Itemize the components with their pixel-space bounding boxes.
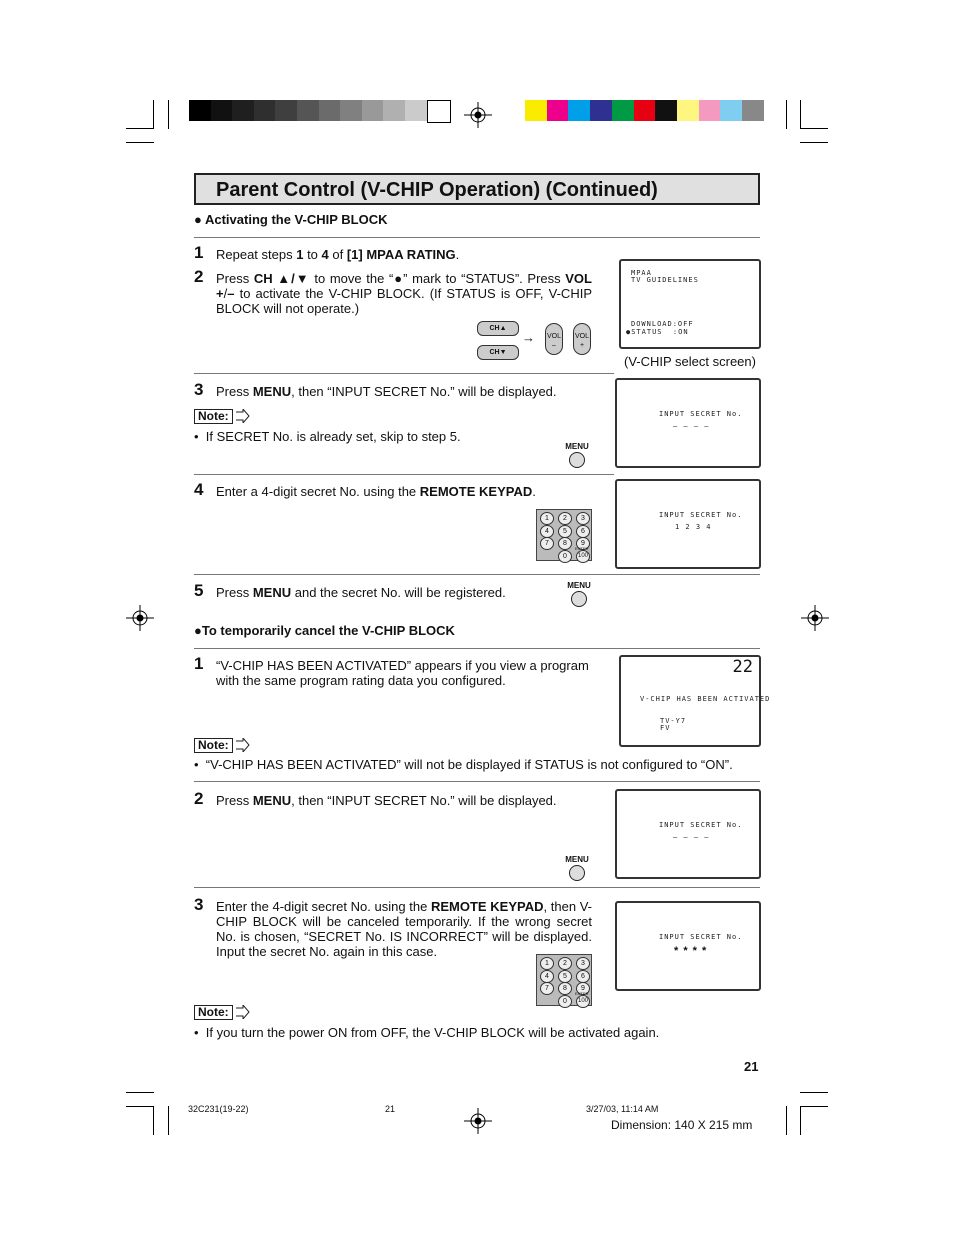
page-title: Parent Control (V-CHIP Operation) (Continued)	[216, 179, 658, 201]
crop-mark	[168, 100, 169, 129]
screen-caption: (V-CHIP select screen)	[624, 354, 756, 369]
divider	[194, 781, 760, 782]
note-label: Note:	[194, 409, 233, 424]
section-heading: ● Activating the V-CHIP BLOCK	[194, 212, 388, 227]
page-number: 21	[744, 1059, 759, 1074]
keypad-key-4[interactable]: 4	[540, 970, 554, 983]
keypad-key-8[interactable]: 8	[558, 537, 572, 550]
section-heading: ●To temporarily cancel the V-CHIP BLOCK	[194, 623, 455, 638]
crop-mark	[786, 100, 787, 129]
color-swatch	[677, 100, 699, 121]
keypad-key-100[interactable]: 100	[576, 550, 590, 563]
step-text: Enter the 4-digit secret No. using the REMOTE KEYPAD, then V-CHIP BLOCK will be canceled temporarily. If the wrong secret No. is chosen, “SECRET No. IS INCORRECT” will be displayed. Input the secret No. again in this case.	[216, 899, 593, 959]
crop-mark	[800, 100, 801, 129]
keypad-key-5[interactable]: 5	[558, 970, 572, 983]
crop-mark	[168, 1106, 169, 1135]
input-secret-screen: INPUT SECRET No. – – – –	[615, 378, 761, 468]
color-swatch	[699, 100, 721, 121]
file-code: 32C231(19-22)	[188, 1104, 249, 1114]
channel-number: 22	[732, 657, 753, 677]
center-page-number: 21	[385, 1104, 396, 1114]
menu-button[interactable]: MENU	[563, 855, 591, 881]
input-secret-screen: INPUT SECRET No. – – – –	[615, 789, 761, 879]
gray-swatch	[297, 100, 319, 121]
vchip-activated-screen: 22 V-CHIP HAS BEEN ACTIVATED TV-Y7 FV	[619, 655, 761, 747]
color-swatch	[547, 100, 569, 121]
color-swatch	[612, 100, 634, 121]
step-text: Press MENU, then “INPUT SECRET No.” will be displayed.	[216, 793, 557, 808]
keypad-key-3[interactable]: 3	[576, 512, 590, 525]
divider	[194, 648, 760, 649]
note-text: • If SECRET No. is already set, skip to step 5.	[194, 429, 461, 444]
timestamp: 3/27/03, 11:14 AM	[586, 1104, 659, 1114]
divider	[194, 373, 614, 374]
gray-swatch	[405, 100, 427, 121]
ch-down-button[interactable]: CH▼	[477, 345, 519, 360]
keypad-key-6[interactable]: 6	[576, 970, 590, 983]
gray-swatch	[427, 100, 451, 123]
gray-swatch	[340, 100, 362, 121]
step-number: 5	[194, 581, 204, 600]
enter-label: ENTER	[575, 546, 589, 551]
step-text: Press MENU and the secret No. will be registered.	[216, 585, 506, 600]
step-number: 4	[194, 480, 204, 499]
step-text: Repeat steps 1 to 4 of [1] MPAA RATING.	[216, 247, 460, 262]
registration-mark-icon	[801, 605, 829, 631]
crop-mark	[153, 100, 154, 129]
keypad-key-1[interactable]: 1	[540, 512, 554, 525]
divider	[194, 574, 760, 575]
note-label: Note:	[194, 738, 233, 753]
keypad-key-2[interactable]: 2	[558, 957, 572, 970]
crop-mark	[126, 128, 154, 129]
step-number: 2	[194, 267, 204, 286]
gray-swatch	[362, 100, 384, 121]
step-number: 3	[194, 380, 204, 399]
registration-mark-icon	[464, 1108, 492, 1134]
keypad-key-9[interactable]: 9	[576, 537, 590, 550]
gray-swatch	[254, 100, 276, 121]
bullet: ●	[194, 212, 205, 227]
vchip-select-screen: MPAA TV GUIDELINES DOWNLOAD:OFF ●STATUS :ON	[619, 259, 761, 349]
note-label: Note:	[194, 1005, 233, 1020]
crop-mark	[800, 1106, 801, 1135]
crop-mark	[800, 1092, 828, 1093]
gray-swatch	[211, 100, 233, 121]
remote-keypad	[536, 509, 592, 561]
step-text: “V-CHIP HAS BEEN ACTIVATED” appears if you view a program with the same program rating data you configured.	[216, 658, 589, 688]
crop-mark	[153, 1106, 154, 1135]
keypad-key-6[interactable]: 6	[576, 525, 590, 538]
keypad-key-0[interactable]: 0	[558, 550, 572, 563]
color-swatch	[634, 100, 656, 121]
keypad-key-5[interactable]: 5	[558, 525, 572, 538]
keypad-key-9[interactable]: 9	[576, 982, 590, 995]
color-swatch	[590, 100, 612, 121]
step-number: 1	[194, 243, 204, 262]
crop-mark	[126, 142, 154, 143]
vol-minus-button[interactable]: VOL –	[545, 323, 563, 355]
bullet: ●	[194, 623, 202, 638]
ch-up-button[interactable]: CH▲	[477, 321, 519, 336]
gray-swatch	[275, 100, 297, 121]
note-arrow-icon	[236, 1005, 250, 1019]
keypad-key-0[interactable]: 0	[558, 995, 572, 1008]
keypad-key-4[interactable]: 4	[540, 525, 554, 538]
gray-swatch	[319, 100, 341, 121]
gray-swatch	[383, 100, 405, 121]
crop-mark	[800, 128, 828, 129]
color-swatch	[525, 100, 547, 121]
crop-mark	[786, 1106, 787, 1135]
keypad-key-7[interactable]: 7	[540, 982, 554, 995]
vol-plus-button[interactable]: VOL +	[573, 323, 591, 355]
divider	[194, 887, 760, 888]
color-swatch	[742, 100, 764, 121]
step-number: 1	[194, 654, 204, 673]
step-text: Press MENU, then “INPUT SECRET No.” will be displayed.	[216, 384, 557, 399]
input-secret-screen: INPUT SECRET No. * * * *	[615, 901, 761, 991]
registration-mark-icon	[126, 605, 154, 631]
note-arrow-icon	[236, 409, 250, 423]
note-text: • “V-CHIP HAS BEEN ACTIVATED” will not be displayed if STATUS is not configured to “ON”.	[194, 757, 733, 772]
gray-swatch	[189, 100, 211, 121]
crop-mark	[800, 142, 828, 143]
enter-label: ENTER	[575, 991, 589, 996]
arrow-right-icon: →	[522, 330, 535, 345]
note-arrow-icon	[236, 738, 250, 752]
color-swatch	[655, 100, 677, 121]
step-number: 3	[194, 895, 204, 914]
keypad-key-1[interactable]: 1	[540, 957, 554, 970]
dimension-text: Dimension: 140 X 215 mm	[611, 1118, 753, 1132]
keypad-key-8[interactable]: 8	[558, 982, 572, 995]
input-secret-screen: INPUT SECRET No. 1 2 3 4	[615, 479, 761, 569]
keypad-key-100[interactable]: 100	[576, 995, 590, 1008]
divider	[194, 474, 614, 475]
color-swatch	[720, 100, 742, 121]
remote-keypad	[536, 954, 592, 1006]
menu-button[interactable]: MENU	[563, 442, 591, 468]
color-swatch	[568, 100, 590, 121]
divider	[194, 237, 760, 238]
step-text: Enter a 4-digit secret No. using the REMOTE KEYPAD.	[216, 484, 536, 499]
gray-swatch	[232, 100, 254, 121]
step-text: Press CH ▲/▼ to move the “●” mark to “STATUS”. Press VOL +/– to activate the V-CHIP BLOCK. (If STATUS is OFF, V-CHIP BLOCK will not operate.)	[216, 271, 592, 316]
keypad-key-3[interactable]: 3	[576, 957, 590, 970]
registration-mark-icon	[464, 102, 492, 128]
crop-mark	[800, 1106, 828, 1107]
step-number: 2	[194, 789, 204, 808]
crop-mark	[126, 1092, 154, 1093]
title-box	[194, 173, 760, 205]
menu-button[interactable]: MENU	[565, 581, 593, 607]
crop-mark	[126, 1106, 154, 1107]
note-text: • If you turn the power ON from OFF, the V-CHIP BLOCK will be activated again.	[194, 1025, 660, 1040]
keypad-key-7[interactable]: 7	[540, 537, 554, 550]
keypad-key-2[interactable]: 2	[558, 512, 572, 525]
